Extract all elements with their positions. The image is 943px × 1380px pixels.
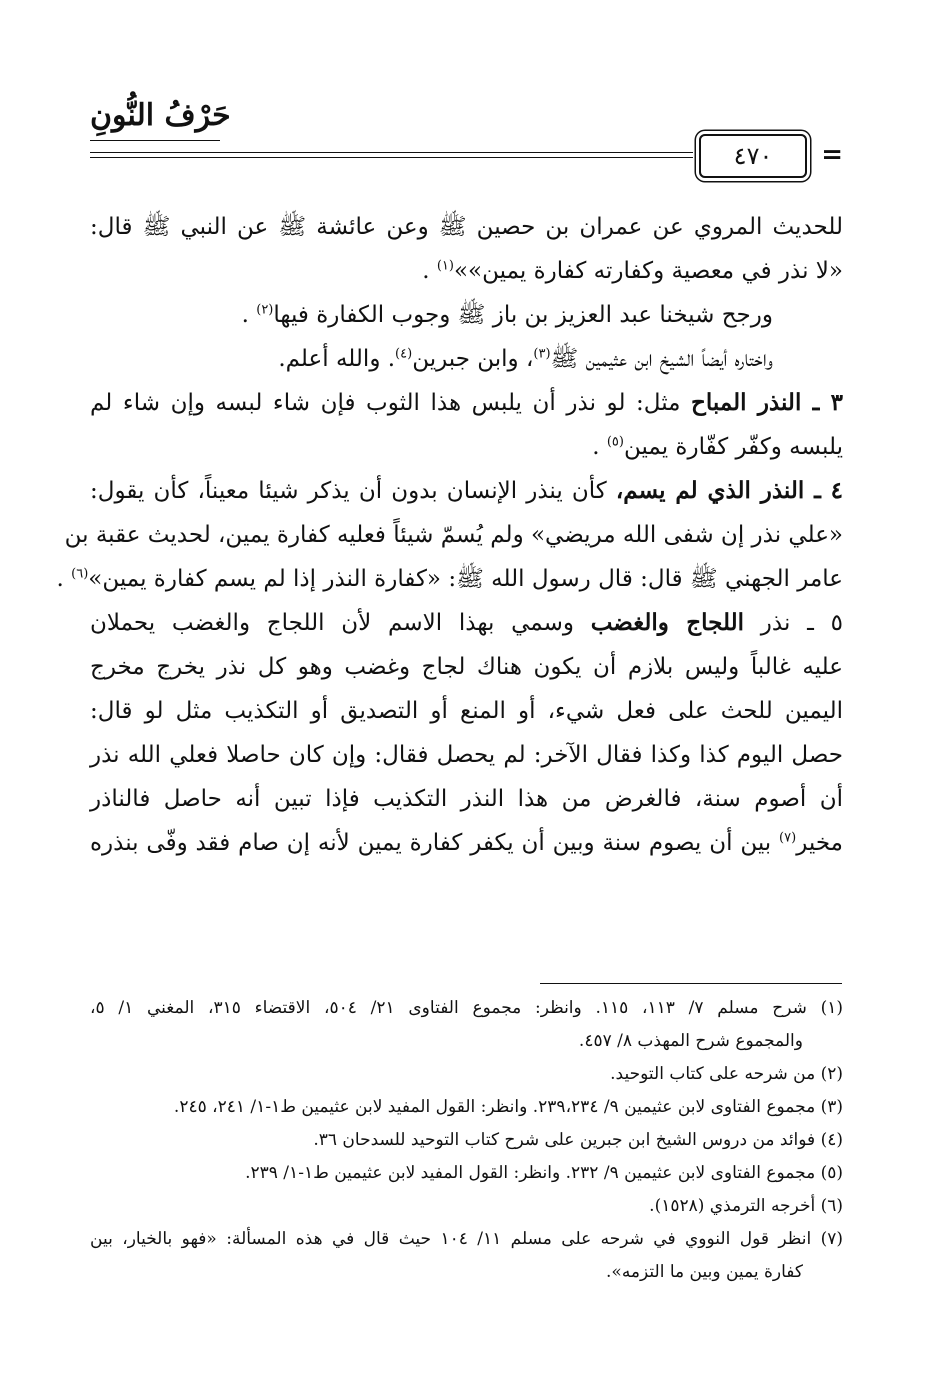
page-header (90, 96, 843, 170)
footnote-continuation: والمجموع شرح المهذب ٨/ ٤٥٧. (578, 1031, 803, 1051)
footnote: (٦) أخرجه الترمذي (١٥٢٨). (649, 1196, 843, 1216)
section-heading: اللجاج والغضب (590, 609, 745, 636)
text-line: للحديث المروي عن عمران بن حصين ﷺ وعن عائشة ﷺ عن النبي ﷺ قال: (90, 214, 843, 240)
header-bracket-mark: = (821, 140, 843, 170)
section-heading: ٣ ـ النذر المباح (691, 389, 843, 416)
page-number-box (699, 134, 807, 178)
footnote: (٧) انظر قول النووي في شرحه على مسلم ١١/ ١٠٤ حيث قال في هذه المسألة: «فهو بالخيار، بين (90, 1229, 843, 1249)
footnote-ref: (٥) (606, 434, 624, 450)
text-line: يلبسه وكفّر كفّارة يمين$^{(٥)}$ . (592, 434, 843, 460)
text-line: اليمين للحث على فعل شيء، أو المنع أو التصديق أو التكذيب مثل لو قال: (90, 698, 843, 724)
text-line: ٣ ـ النذر المباح مثل: لو نذر أن يلبس هذا الثوب فإن شاء لبسه وإن شاء لم (90, 389, 843, 416)
footnote-ref: (٤) (395, 346, 413, 362)
footnote: (١) شرح مسلم ٧/ ١١٣، ١١٥. وانظر: مجموع الفتاوى ٢١/ ٥٠٤، الاقتضاء ٣١٥، المغني ١/ ٥، (90, 998, 844, 1018)
text-line: ٤ ـ النذر الذي لم يسم، كأن ينذر الإنسان بدون أن يذكر شيئا معيناً، كأن يقول: (90, 477, 843, 504)
text-line: «لا نذر في معصية وكفارته كفارة يمين»»$^{(١)}$ . (422, 258, 843, 284)
footnote: (٢) من شرحه على كتاب التوحيد. (610, 1064, 843, 1084)
text-line: ورجح شيخنا عبد العزيز بن باز ﷺ وجوب الكفارة فيها$^{(٢)}$ . (241, 302, 773, 328)
header-rule-bottom (90, 157, 693, 158)
chapter-title: حَرْفُ النُّونِ (90, 98, 231, 133)
text-line: واختاره أيضاً الشيخ ابن عثيمين ﷺ$^{(٣)}$، وابن جبرين$^{(٤)}$. والله أعلم. (278, 346, 773, 372)
text-line: أن أصوم سنة، فالغرض من هذا النذر التكذيب فإذا تبين أنه حاصل فالناذر (90, 786, 843, 812)
footnote-ref: (٢) (256, 302, 274, 318)
footnote-ref: (٧) (779, 830, 797, 846)
footnote: (٤) فوائد من دروس الشيخ ابن جبرين على شرح كتاب التوحيد للسدحان ٣٦. (313, 1130, 843, 1150)
footnote-ref: (١) (436, 258, 454, 274)
footnote-separator (540, 983, 842, 984)
footnote: (٥) مجموع الفتاوى لابن عثيمين ٩/ ٢٣٢. وانظر: القول المفيد لابن عثيمين ط١-١/ ٢٣٩. (245, 1163, 843, 1183)
footnote: (٣) مجموع الفتاوى لابن عثيمين ٩/ ٢٣٩،٢٣٤. وانظر: القول المفيد لابن عثيمين ط١-١/ ٢٤١، ٢٤٥. (173, 1097, 843, 1117)
text-line: مخير$^{(٧)}$ بين أن يصوم سنة وبين أن يكفر كفارة يمين لأنه إن صام فقد وفّى بنذره (90, 830, 843, 856)
footnote-ref: (٦) (71, 566, 89, 582)
header-rule-top (90, 152, 693, 153)
text-line: حصل اليوم كذا وكذا فقال الآخر: لم يحصل فقال: وإن كان حاصلا فعلي الله نذر (90, 742, 843, 768)
footnote-continuation: كفارة يمين وبين ما التزمه». (606, 1262, 803, 1282)
section-heading: ٤ ـ النذر الذي لم يسم، (615, 477, 843, 504)
text-line: عليه غالباً وليس بلازم أن يكون هناك لجاج وغضب وهو كل نذر يخرج مخرج (90, 654, 843, 680)
text-line: «علي نذر إن شفى الله مريضي» ولم يُسمّ شيئاً فعليه كفارة يمين، لحديث عقبة بن (64, 522, 843, 548)
footnotes (90, 992, 843, 1289)
text-line: عامر الجهني ﷺ قال: قال رسول الله ﷺ: «كفارة النذر إذا لم يسم كفارة يمين»$^{(٦)}$ . (56, 566, 843, 592)
main-text (56, 205, 843, 865)
text-line: ٥ ـ نذر اللجاج والغضب وسمي بهذا الاسم لأن اللجاج والغضب يحملان (90, 609, 843, 636)
footnote-ref: (٣) (533, 346, 551, 362)
page-number: ٤٧٠ (733, 142, 773, 170)
title-underline (90, 140, 220, 141)
